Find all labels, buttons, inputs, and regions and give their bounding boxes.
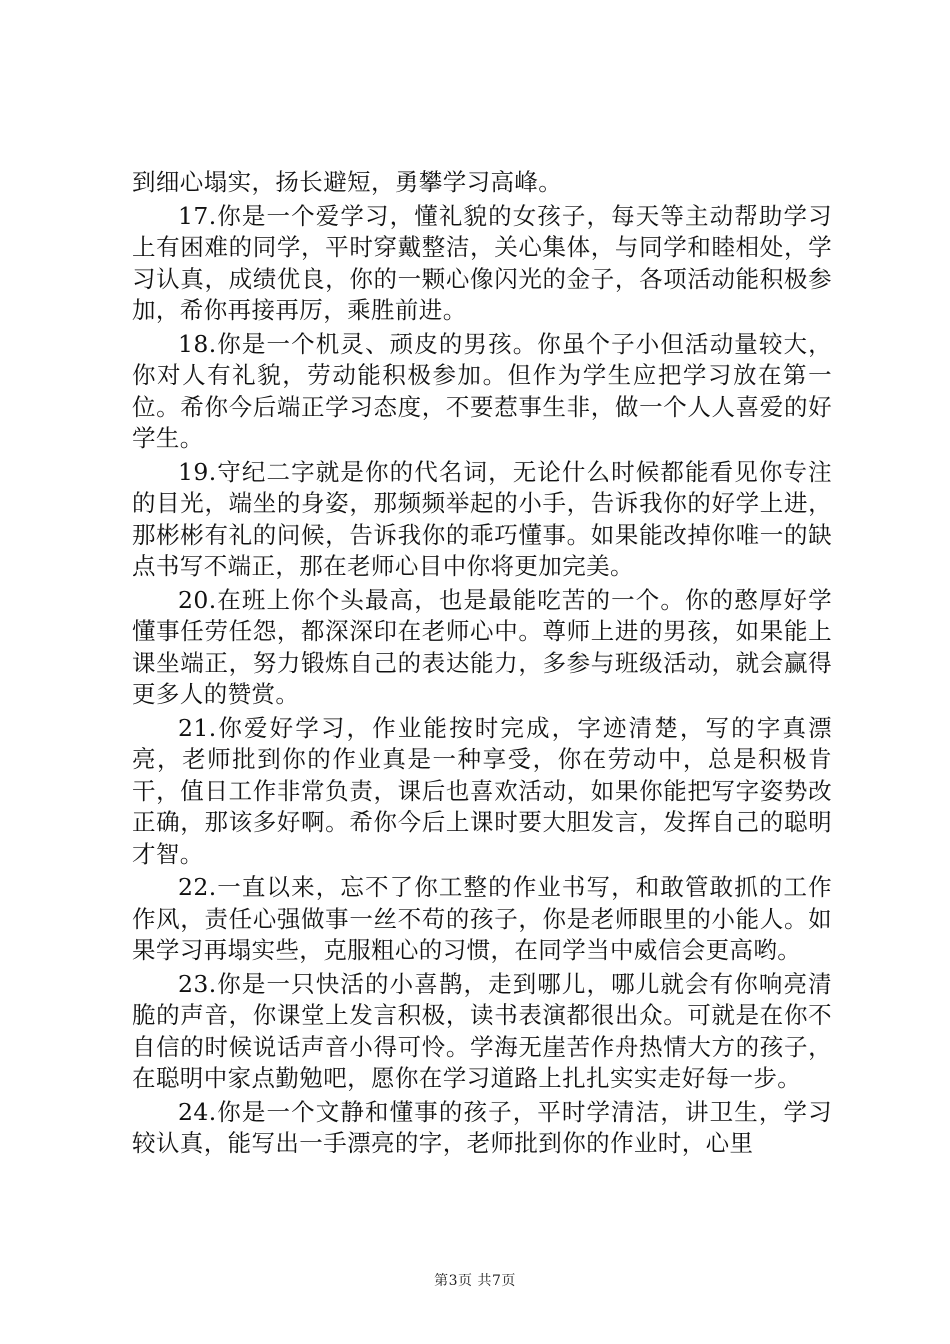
paragraph-item-21: 21.你爱好学习，作业能按时完成，字迹清楚，写的字真漂亮，老师批到你的作业真是一种享受，你在劳动中，总是积极肯干，值日工作非常负责，课后也喜欢活动，如果你能把写字姿势改正确，那该多好啊。希你今后上课时要大胆发言，发挥自己的聪明才智。 [132, 713, 832, 868]
paragraph-item-19: 19.守纪二字就是你的代名词，无论什么时候都能看见你专注的目光，端坐的身姿，那频频举起的小手，告诉我你的好学上进，那彬彬有礼的问候，告诉我你的乖巧懂事。如果能改掉你唯一的缺点书写不端正，那在老师心目中你将更加完美。 [132, 457, 832, 580]
paragraph-item-24: 24.你是一个文静和懂事的孩子，平时学清洁，讲卫生，学习较认真，能写出一手漂亮的字，老师批到你的作业时，心里 [132, 1097, 832, 1157]
paragraph-item-18: 18.你是一个机灵、顽皮的男孩。你虽个子小但活动量较大，你对人有礼貌，劳动能积极参加。但作为学生应把学习放在第一位。希你今后端正学习态度，不要惹事生非，做一个人人喜爱的好学生。 [132, 329, 832, 452]
page-number-footer: 第3页 共7页 [434, 1273, 516, 1289]
document-body [132, 167, 832, 1160]
paragraph-continuation: 到细心塌实，扬长避短，勇攀学习高峰。 [132, 168, 563, 196]
paragraph-item-17: 17.你是一个爱学习，懂礼貌的女孩子，每天等主动帮助学习上有困难的同学，平时穿戴整洁，关心集体，与同学和睦相处，学习认真，成绩优良，你的一颗心像闪光的金子，各项活动能积极参加，希你再接再厉，乘胜前进。 [132, 201, 832, 324]
paragraph-item-20: 20.在班上你个头最高，也是最能吃苦的一个。你的憨厚好学懂事任劳任怨，都深深印在老师心中。尊师上进的男孩，如果能上课坐端正，努力锻炼自己的表达能力，多参与班级活动，就会赢得更多人的赞赏。 [132, 585, 832, 708]
paragraph-item-22: 22.一直以来，忘不了你工整的作业书写，和敢管敢抓的工作作风，责任心强做事一丝不苟的孩子，你是老师眼里的小能人。如果学习再塌实些，克服粗心的习惯，在同学当中威信会更高哟。 [132, 873, 832, 964]
paragraph-item-23: 23.你是一只快活的小喜鹊，走到哪儿，哪儿就会有你响亮清脆的声音，你课堂上发言积极，读书表演都很出众。可就是在你不自信的时候说话声音小得可怜。学海无崖苦作舟热情大方的孩子，在聪明中家点勤勉吧，愿你在学习道路上扎扎实实走好每一步。 [132, 969, 832, 1092]
